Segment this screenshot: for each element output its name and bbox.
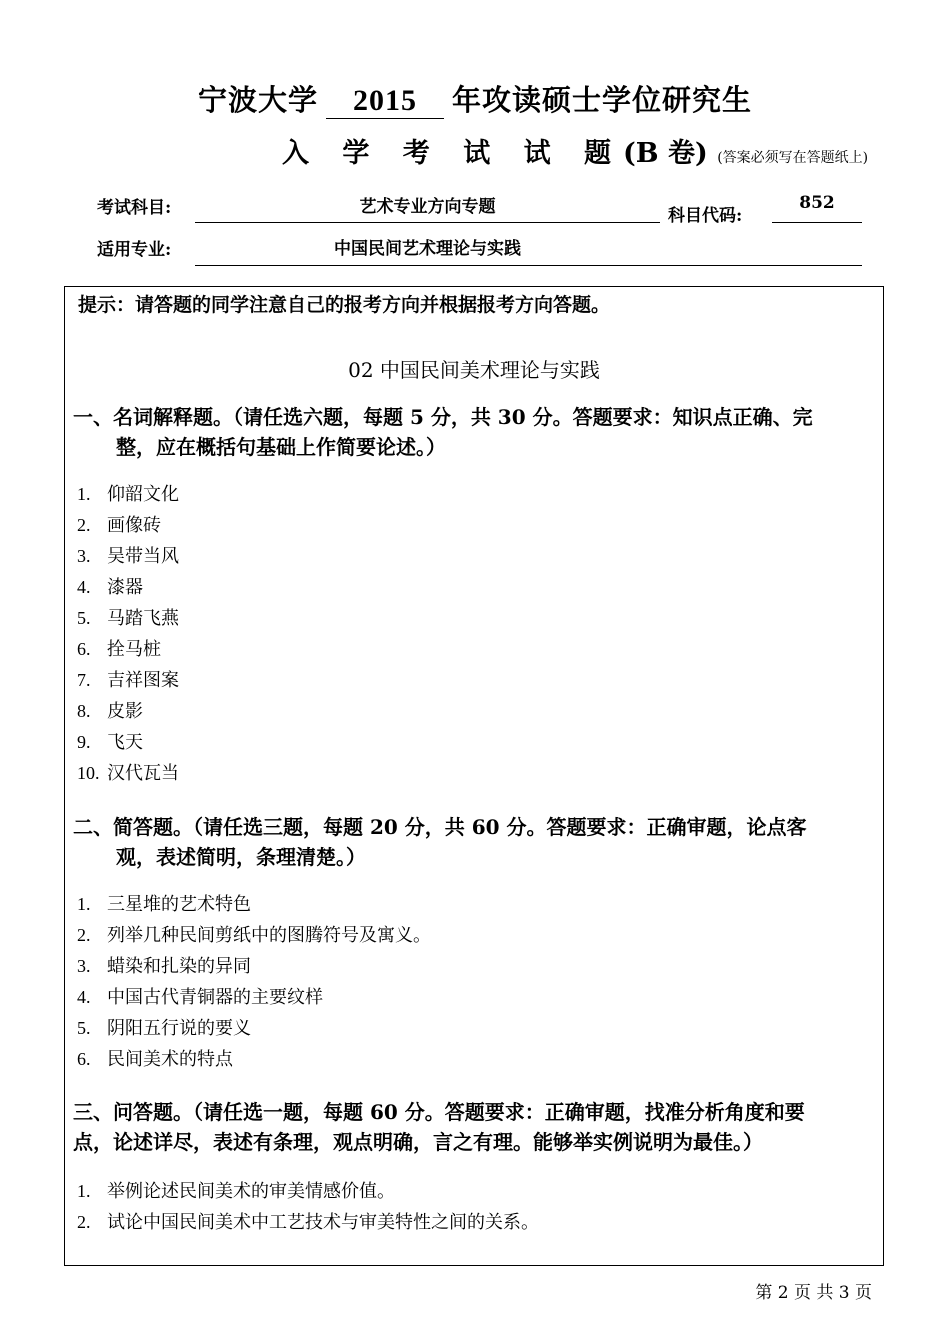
q1-heading — [73, 402, 873, 462]
q2-heading — [73, 812, 873, 872]
list-item: 4. 漆器 — [77, 577, 143, 598]
list-item: 2. 列举几种民间剪纸中的图腾符号及寓义。 — [77, 925, 431, 946]
subject-label: 考试科目: — [97, 198, 172, 218]
q3-heading-line1: 三、问答题。（请任选一题，每题 60 分。答题要求：正确审题，找准分析角度和要 — [73, 1100, 805, 1124]
list-item: 8. 皮影 — [77, 701, 143, 722]
subtitle-text: 入 学 考 试 试 题 — [282, 138, 623, 169]
major-underline — [195, 265, 862, 266]
q2-heading-line1: 二、简答题。（请任选三题，每题 20 分，共 60 分。答题要求：正确审题，论点客 — [73, 815, 807, 839]
section-title: 02 中国民间美术理论与实践 — [348, 358, 600, 382]
list-item: 5. 马踏飞燕 — [77, 608, 179, 629]
list-item: 1. 举例论述民间美术的审美情感价值。 — [77, 1181, 395, 1202]
list-item: 3. 吴带当风 — [77, 546, 179, 567]
list-item: 4. 中国古代青铜器的主要纹样 — [77, 987, 323, 1008]
list-item: 6. 拴马桩 — [77, 639, 161, 660]
list-item: 3. 蜡染和扎染的异同 — [77, 956, 251, 977]
list-item: 9. 飞天 — [77, 732, 143, 753]
list-item: 1. 三星堆的艺术特色 — [77, 894, 251, 915]
list-item: 6. 民间美术的特点 — [77, 1049, 233, 1070]
subject-value: 艺术专业方向专题 — [359, 197, 496, 217]
q3-heading-line2: 点，论述详尽，表述有条理，观点明确，言之有理。能够举实例说明为最佳。） — [73, 1130, 763, 1154]
hint-text: 提示：请答题的同学注意自己的报考方向并根据报考方向答题。 — [78, 294, 611, 316]
code-underline — [772, 222, 862, 223]
list-item: 2. 画像砖 — [77, 515, 161, 536]
list-item: 5. 阴阳五行说的要义 — [77, 1018, 251, 1039]
q2-list — [77, 889, 431, 1075]
q1-heading-line1: 一、名词解释题。（请任选六题，每题 5 分，共 30 分。答题要求：知识点正确、完 — [73, 405, 813, 429]
title-suffix: 年攻读硕士学位研究生 — [452, 83, 753, 117]
list-item: 10. 汉代瓦当 — [77, 763, 179, 784]
exam-subtitle — [282, 131, 868, 170]
code-label: 科目代码: — [668, 206, 743, 226]
paper-type: (B 卷) — [623, 138, 708, 169]
q1-list — [77, 479, 179, 789]
university-name: 宁波大学 — [197, 83, 318, 117]
answer-note: (答案必须写在答题纸上) — [717, 150, 869, 166]
subject-underline — [195, 222, 660, 223]
list-item: 1. 仰韶文化 — [77, 484, 179, 505]
exam-title — [0, 78, 950, 119]
list-item: 7. 吉祥图案 — [77, 670, 179, 691]
major-label: 适用专业: — [97, 240, 172, 260]
list-item: 2. 试论中国民间美术中工艺技术与审美特性之间的关系。 — [77, 1212, 539, 1233]
q1-heading-line2: 整，应在概括句基础上作简要论述。） — [116, 435, 446, 459]
q2-heading-line2: 观，表述简明，条理清楚。） — [116, 845, 366, 869]
question-box — [64, 286, 884, 1266]
q3-list — [77, 1176, 539, 1238]
q3-heading — [73, 1097, 873, 1157]
page-number: 第 2 页 共 3 页 — [755, 1283, 872, 1303]
exam-year: 2015 — [326, 84, 444, 119]
major-value: 中国民间艺术理论与实践 — [334, 239, 521, 259]
code-value: 852 — [799, 193, 835, 213]
